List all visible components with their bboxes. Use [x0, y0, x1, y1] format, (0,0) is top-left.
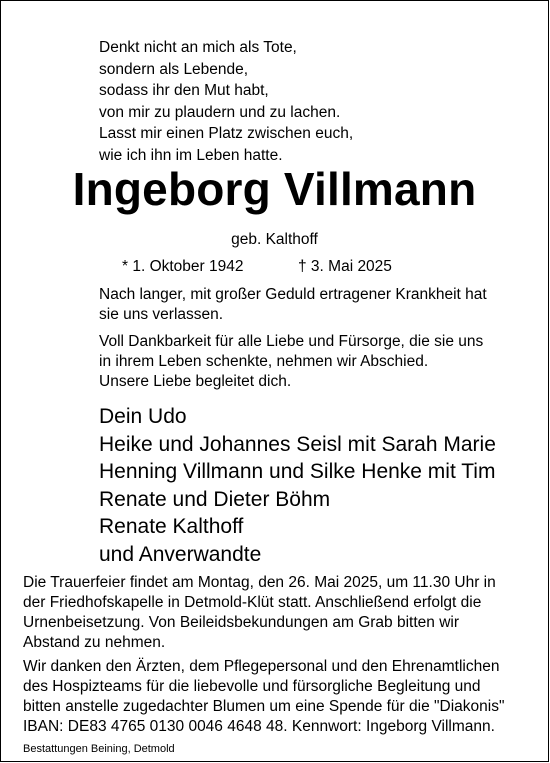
poem-line: sodass ihr den Mut habt,: [99, 82, 269, 99]
paragraph-line: sie uns verlassen.: [99, 306, 224, 323]
poem-line: sondern als Lebende,: [99, 60, 249, 78]
poem-line: Lasst mir einen Platz zwischen euch,: [99, 125, 354, 142]
mourner-line: und Anverwandte: [99, 542, 262, 566]
info-line: Urnenbeisetzung. Von Beileidsbekundungen am Grab bitten wir: [23, 614, 459, 631]
undertaker-credit: Bestattungen Beining, Detmold: [23, 743, 175, 755]
mourner-line: Renate Kalthoff: [99, 515, 244, 538]
paragraph-line: Unsere Liebe begleitet dich.: [99, 373, 292, 390]
mourners-list: [99, 403, 496, 568]
paragraph-line: Voll Dankbarkeit für alle Liebe und Fürsorge, die sie uns: [99, 333, 484, 350]
poem: [99, 37, 353, 166]
paragraph-line: Nach langer, mit großer Geduld ertragener Krankheit hat: [99, 286, 487, 303]
thanks-line: IBAN: DE83 4765 0130 0046 4648 48. Kennwort: Ingeborg Villmann.: [23, 718, 495, 735]
poem-line: Denkt nicht an mich als Tote,: [99, 39, 297, 56]
mourner-line: Dein Udo: [99, 405, 187, 428]
mourner-line: Heike und Johannes Seisl mit Sarah Marie: [99, 432, 496, 456]
info-line: Abstand zu nehmen.: [23, 634, 166, 651]
maiden-name: geb. Kalthoff: [231, 231, 318, 248]
info-line: der Friedhofskapelle in Detmold-Klüt statt. Anschließend erfolgt die: [23, 594, 482, 611]
thanks-line: des Hospizteams für die liebevolle und fürsorgliche Begleitung und: [23, 678, 481, 695]
illness-paragraph: [99, 285, 519, 325]
mourner-line: Henning Villmann und Silke Henke mit Tim: [99, 460, 496, 483]
poem-line: wie ich ihn im Leben hatte.: [99, 146, 283, 164]
poem-line: von mir zu plaudern und zu lachen.: [99, 103, 341, 121]
funeral-info: [23, 573, 496, 653]
death-date: † 3. Mai 2025: [298, 258, 392, 275]
mourner-line: Renate und Dieter Böhm: [99, 487, 331, 511]
thanks-paragraph: [23, 657, 504, 737]
info-line: Die Trauerfeier findet am Montag, den 26. Mai 2025, um 11.30 Uhr in: [23, 574, 496, 591]
deceased-name: Ingeborg Villmann: [72, 163, 477, 215]
thanks-line: Wir danken den Ärzten, dem Pflegepersonal und den Ehrenamtlichen: [23, 658, 500, 675]
birth-date: * 1. Oktober 1942: [122, 258, 244, 275]
gratitude-paragraph: [99, 332, 519, 392]
thanks-line: bitten anstelle zugedachter Blumen um eine Spende für die "Diakonis": [23, 698, 505, 715]
paragraph-line: in ihrem Leben schenkte, nehmen wir Abschied.: [99, 353, 429, 370]
